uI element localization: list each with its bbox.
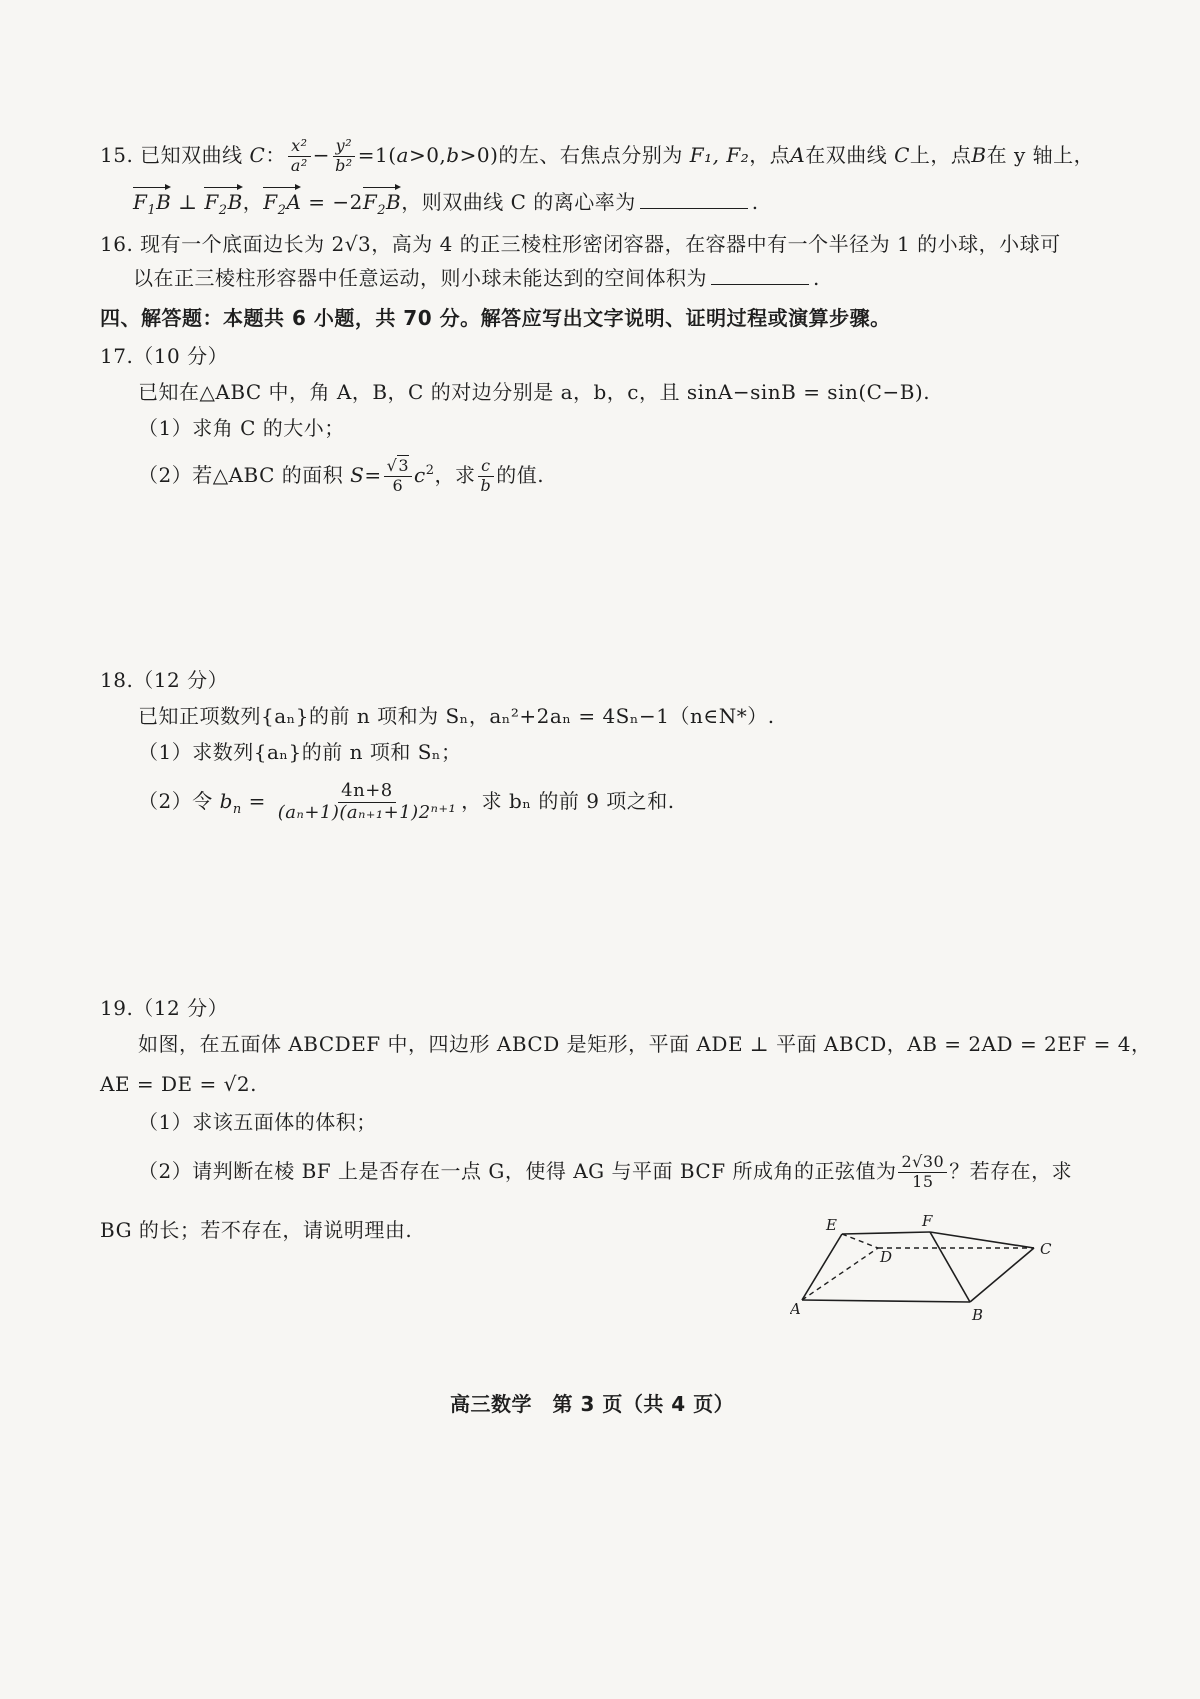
edge-ed xyxy=(842,1234,878,1248)
label-b: B xyxy=(972,1306,984,1324)
label-d: D xyxy=(880,1248,893,1266)
q15-foci: F₁, F₂ xyxy=(689,142,750,167)
q16-text-1: 现有一个底面边长为 2√3，高为 4 的正三棱柱形密闭容器，在容器中有一个半径为 1 的小球，小球可 xyxy=(140,232,1061,256)
q16-number: 16. xyxy=(100,232,134,256)
page-footer: 高三数学 第 3 页（共 4 页） xyxy=(450,1392,735,1416)
q19-stem2: AE = DE = √2. xyxy=(100,1072,257,1096)
q16-line2: 以在正三棱柱形容器中任意运动，则小球未能达到的空间体积为 . xyxy=(133,266,820,290)
q15-text-e: 上，点 xyxy=(909,142,972,167)
q19-sin-frac: $\frac{2√30}{15}$ xyxy=(898,1154,947,1191)
q15-text-d: 在双曲线 xyxy=(805,142,888,167)
label-c: C xyxy=(1040,1240,1052,1258)
edge-fc xyxy=(930,1232,1034,1248)
q19-part1: （1）求该五面体的体积； xyxy=(138,1110,377,1134)
q16-text-2: 以在正三棱柱形容器中任意运动，则小球未能达到的空间体积为 xyxy=(133,266,707,290)
q17-header: 17.（10 分） xyxy=(100,344,229,368)
edge-fb xyxy=(930,1232,970,1302)
pentahedron-figure xyxy=(790,1206,1090,1336)
q17-part2: （2）若△ABC 的面积 S= $\frac{√3}{6}$ $c^2$，求 $\frac{c}{b}$ 的值. xyxy=(138,456,545,495)
q15-text-a: 已知双曲线 xyxy=(140,142,243,167)
q18-bn-frac: $\frac{4n+8}{\text{(aₙ+1)(aₙ₊₁+1)2ⁿ⁺¹}}$ xyxy=(277,780,457,823)
edge-ab xyxy=(802,1300,970,1302)
section-4-header: 四、解答题：本题共 6 小题，共 70 分。解答应写出文字说明、证明过程或演算步骤。 xyxy=(100,306,891,330)
edge-ad xyxy=(802,1248,878,1300)
edge-ea xyxy=(802,1234,842,1300)
q17-ratio-frac: $\frac{c}{b}$ xyxy=(477,458,494,495)
q18-stem: 已知正项数列{aₙ}的前 n 项和为 Sₙ，aₙ²+2aₙ = 4Sₙ−1（n∈N*）. xyxy=(138,704,775,728)
q15-frac-x: $\frac{\text{x²}}{\text{a²}}$ xyxy=(288,138,311,175)
q15-number: 15. xyxy=(100,142,134,167)
q15-line2: $F_1B$ ⊥ $F_2B$，$F_2A = -2F_2B$，则双曲线 C 的离心率为 . xyxy=(133,190,759,218)
q15-text-b: 的左、右焦点分别为 xyxy=(498,142,683,167)
q15-cond-eq: = −2 xyxy=(308,190,363,214)
q15-frac-y: $\frac{\text{y²}}{\text{b²}}$ xyxy=(332,138,356,175)
q18-part2: （2）令 $b_n$ = $\frac{4n+8}{\text{(aₙ+1)(aₙ₊₁+1)2ⁿ⁺¹}}$ ，求 bₙ 的前 9 项之和. xyxy=(138,780,675,823)
q15-point-b: B xyxy=(971,142,987,167)
q19-stem1: 如图，在五面体 ABCDEF 中，四边形 ABCD 是矩形，平面 ADE ⊥ 平面 ABCD，AB = 2AD = 2EF = 4， xyxy=(138,1032,1152,1056)
q15-line1: 15. 已知双曲线 C： $\frac{\text{x²}}{\text{a²}}$ − $\frac{\text{y²}}{\text{b²}}$ =1(a>0,b>0)的左、右焦点分别为 F₁, F₂，点A在双曲线 C上，点B在 y 轴上， xyxy=(100,136,1095,175)
edge-bc xyxy=(970,1248,1034,1302)
q17-area-frac: $\frac{√3}{6}$ xyxy=(384,458,412,495)
q18-part1: （1）求数列{aₙ}的前 n 项和 Sₙ； xyxy=(138,740,462,764)
q16-line1 xyxy=(100,232,1061,256)
q17-part1: （1）求角 C 的大小； xyxy=(138,416,345,440)
q15-curve-name: C xyxy=(249,142,266,167)
q15-text-f: 在 y 轴上， xyxy=(986,142,1095,167)
label-e: E xyxy=(826,1216,837,1234)
q17-stem: 已知在△ABC 中，角 A，B，C 的对边分别是 a，b，c，且 sinA−sinB = sin(C−B). xyxy=(138,380,931,404)
label-f: F xyxy=(922,1212,933,1230)
q16-answer-blank[interactable] xyxy=(711,266,809,285)
q15-question: 则双曲线 C 的离心率为 xyxy=(421,190,636,214)
q15-text-c: ，点 xyxy=(749,142,791,167)
q15-point-a: A xyxy=(790,142,806,167)
label-a: A xyxy=(790,1300,801,1318)
q19-header: 19.（12 分） xyxy=(100,996,229,1020)
edge-ef xyxy=(842,1232,930,1234)
q19-part2-cont: BG 的长；若不存在，请说明理由. xyxy=(100,1218,413,1242)
q18-header: 18.（12 分） xyxy=(100,668,229,692)
q19-part2: （2）请判断在棱 BF 上是否存在一点 G，使得 AG 与平面 BCF 所成角的正弦值为 $\frac{2√30}{15}$ ？若存在，求 xyxy=(138,1152,1073,1191)
q15-answer-blank[interactable] xyxy=(640,190,748,209)
